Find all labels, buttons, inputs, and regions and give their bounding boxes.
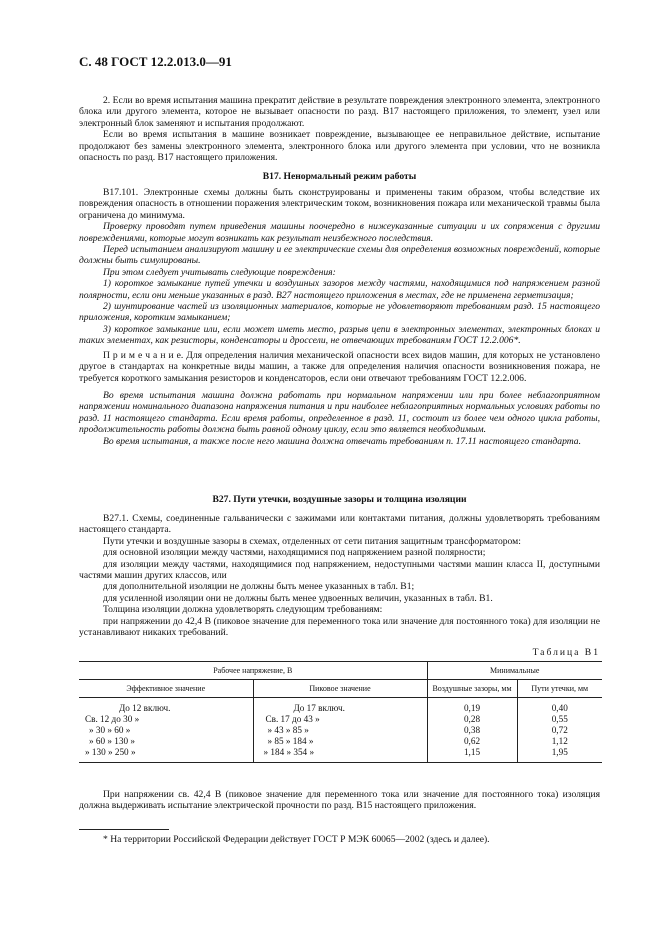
table-row	[79, 736, 602, 747]
list-item: 3) короткое замыкание или, если может иметь место, разрыв цепи в электронных элементах, электронных блоках и таких элементах, как резисторы, конденсаторы и дроссели, не отвечающих требованиям ГОСТ 12.2.006*.	[79, 323, 600, 347]
cell-effective: » 130 » 250 »	[79, 747, 253, 763]
footnote-rule	[79, 829, 169, 830]
cell-air: 0,62	[427, 736, 517, 747]
note-label: П р и м е ч а н и е.	[103, 349, 184, 361]
header-peak: Пиковое значение	[253, 680, 427, 698]
paragraph: Пути утечки и воздушные зазоры в схемах, отделенных от сети питания защитным трансформатором:	[103, 535, 521, 547]
paragraph: для дополнительной изоляции не должны быть менее указанных в табл. В1;	[103, 581, 415, 593]
paragraph: Во время испытания машина должна работать при нормальном напряжении или при более неблагоприятном напряжении номинального диапазона напряжения питания и при наиболее неблагоприятных нормальных условиях работы по разд. 11 настоящего стандарта. Если время работы, определенное в разд. 11, состоит из более чем одного цикла работы, продолжительность работы должна быть равной одному циклу, если это является необходимым.	[79, 389, 600, 436]
cell-peak: До 17 включ.	[253, 698, 427, 715]
list-item: 2) шунтирование частей из изоляционных материалов, которые не удовлетворяют требованиям разд. 15 настоящего приложения, коротким замыканием;	[79, 301, 600, 324]
after-table-block	[79, 789, 600, 812]
cell-effective: Св. 12 до 30 »	[85, 714, 140, 724]
paragraph: При этом следует учитывать следующие повреждения:	[103, 266, 336, 278]
paragraph: В17.101. Электронные схемы должны быть сконструированы и применены таким образом, чтобы вследствие их повреждения опасность в отношении поражения электрическим током, возникновения пожара или механической травмы была ограничена до минимума.	[79, 187, 600, 221]
cell-peak: » 184 » 354 »	[253, 747, 427, 763]
cell-effective: До 12 включ.	[119, 703, 171, 713]
section-title-b27: В27. Пути утечки, воздушные зазоры и толщина изоляции	[212, 494, 467, 505]
cell-effective: » 60 » 130 »	[89, 736, 135, 746]
paragraph: Во время испытания, а также после него машина должна отвечать требованиям п. 17.11 настоящего стандарта.	[103, 435, 581, 447]
note-text: Для определения наличия механической опасности всех видов машин, для которых не установлено другое в стандартах на конкретные виды машин, а также для определения наличия опасности возникновения пожара, не требуется короткого замыкания резисторов и конденсаторов, если они отвечают требованиям ГОСТ 12.2.006.	[79, 349, 600, 384]
cell-peak: » 85 » 184 »	[253, 736, 427, 747]
table-b1	[79, 661, 602, 763]
header-minimal: Минимальные	[427, 662, 602, 680]
paragraph: При напряжении св. 42,4 В (пиковое значение для переменного тока или значение для постоянного тока) изоляция должна выдерживать испытание электрической прочности по разд. В15 настоящего приложения.	[79, 789, 600, 812]
table-row	[79, 714, 602, 725]
paragraph: В27.1. Схемы, соединенные гальванически с зажимами или контактами питания, должны удовлетворять требованиям настоящего стандарта.	[79, 513, 600, 536]
cell-air: 1,15	[427, 747, 517, 763]
table-row	[79, 698, 602, 715]
paragraph: Если во время испытания в машине возникает повреждение, вызывающее ее неправильное действие, испытание продолжают без замены электронного элемента, электронного блока или другого элемента при условии, что не возникла опасность по разд. В17 настоящего приложения.	[79, 129, 600, 164]
section-title-b17: В17. Ненормальный режим работы	[262, 171, 417, 182]
paragraph: при напряжении до 42,4 В (пиковое значение для переменного тока или значение для постоянного тока) для изоляции не устанавливают никаких требований.	[79, 615, 600, 639]
section-b17-body	[79, 187, 600, 447]
table-caption: Таблица В1	[532, 647, 600, 658]
list-item: 1) короткое замыкание путей утечки и воздушных зазоров между частями, находящимися под напряжением разной полярности, если они меньше указанных в разд. В27 настоящего приложения в местах, где не применена герметизация;	[79, 278, 600, 301]
paragraph: Проверку проводят путем приведения машины поочередно в нижеуказанные ситуации и их сопряжения с другими повреждениями, которые могут возникать как результат неизбежного последствия.	[79, 221, 600, 244]
header-creepage: Пути утечки, мм	[517, 680, 602, 698]
cell-air: 0,28	[427, 714, 517, 725]
table-row	[79, 725, 602, 736]
cell-creepage: 0,55	[517, 714, 602, 725]
header-air-gaps: Воздушные зазоры, мм	[427, 680, 517, 698]
paragraph: Толщина изоляции должна удовлетворять следующим требованиям:	[103, 604, 383, 616]
cell-creepage: 1,95	[517, 747, 602, 763]
cell-peak: » 43 » 85 »	[253, 725, 427, 736]
footnote: * На территории Российской Федерации действует ГОСТ Р МЭК 60065—2002 (здесь и далее).	[103, 834, 490, 845]
section-b27-body	[79, 513, 600, 638]
paragraph: для изоляции между частями, находящимися под напряжением, недоступными частями машин класса II, доступными частями машин других классов, или	[79, 558, 600, 582]
table-row	[79, 747, 602, 763]
header-working-voltage: Рабочее напряжение, В	[79, 662, 427, 680]
note-paragraph	[79, 350, 600, 384]
cell-air: 0,38	[427, 725, 517, 736]
cell-creepage: 1,12	[517, 736, 602, 747]
paragraph: 2. Если во время испытания машина прекратит действие в результате повреждения электронного элемента, электронного блока или другого элемента, которое не вызывает опасности по разд. В17 настоящего приложения, то элемент, узел или электронный блок заменяют и испытания продолжают.	[79, 95, 600, 129]
header-effective: Эффективное значение	[79, 680, 253, 698]
cell-peak: Св. 17 до 43 »	[253, 714, 427, 725]
paragraph: Перед испытанием анализируют машину и ее электрические схемы для определения возможных повреждений, которые должны быть симулированы.	[79, 244, 600, 267]
cell-effective: » 30 » 60 »	[89, 725, 131, 735]
cell-creepage: 0,72	[517, 725, 602, 736]
paragraph: для усиленной изоляции они не должны быть менее удвоенных величин, указанных в табл. В1.	[103, 592, 493, 604]
page-header: С. 48 ГОСТ 12.2.013.0—91	[79, 54, 232, 69]
paragraph: для основной изоляции между частями, находящимися под напряжением разной полярности;	[103, 547, 486, 559]
cell-creepage: 0,40	[517, 698, 602, 715]
intro-block	[79, 95, 600, 163]
cell-air: 0,19	[427, 698, 517, 715]
